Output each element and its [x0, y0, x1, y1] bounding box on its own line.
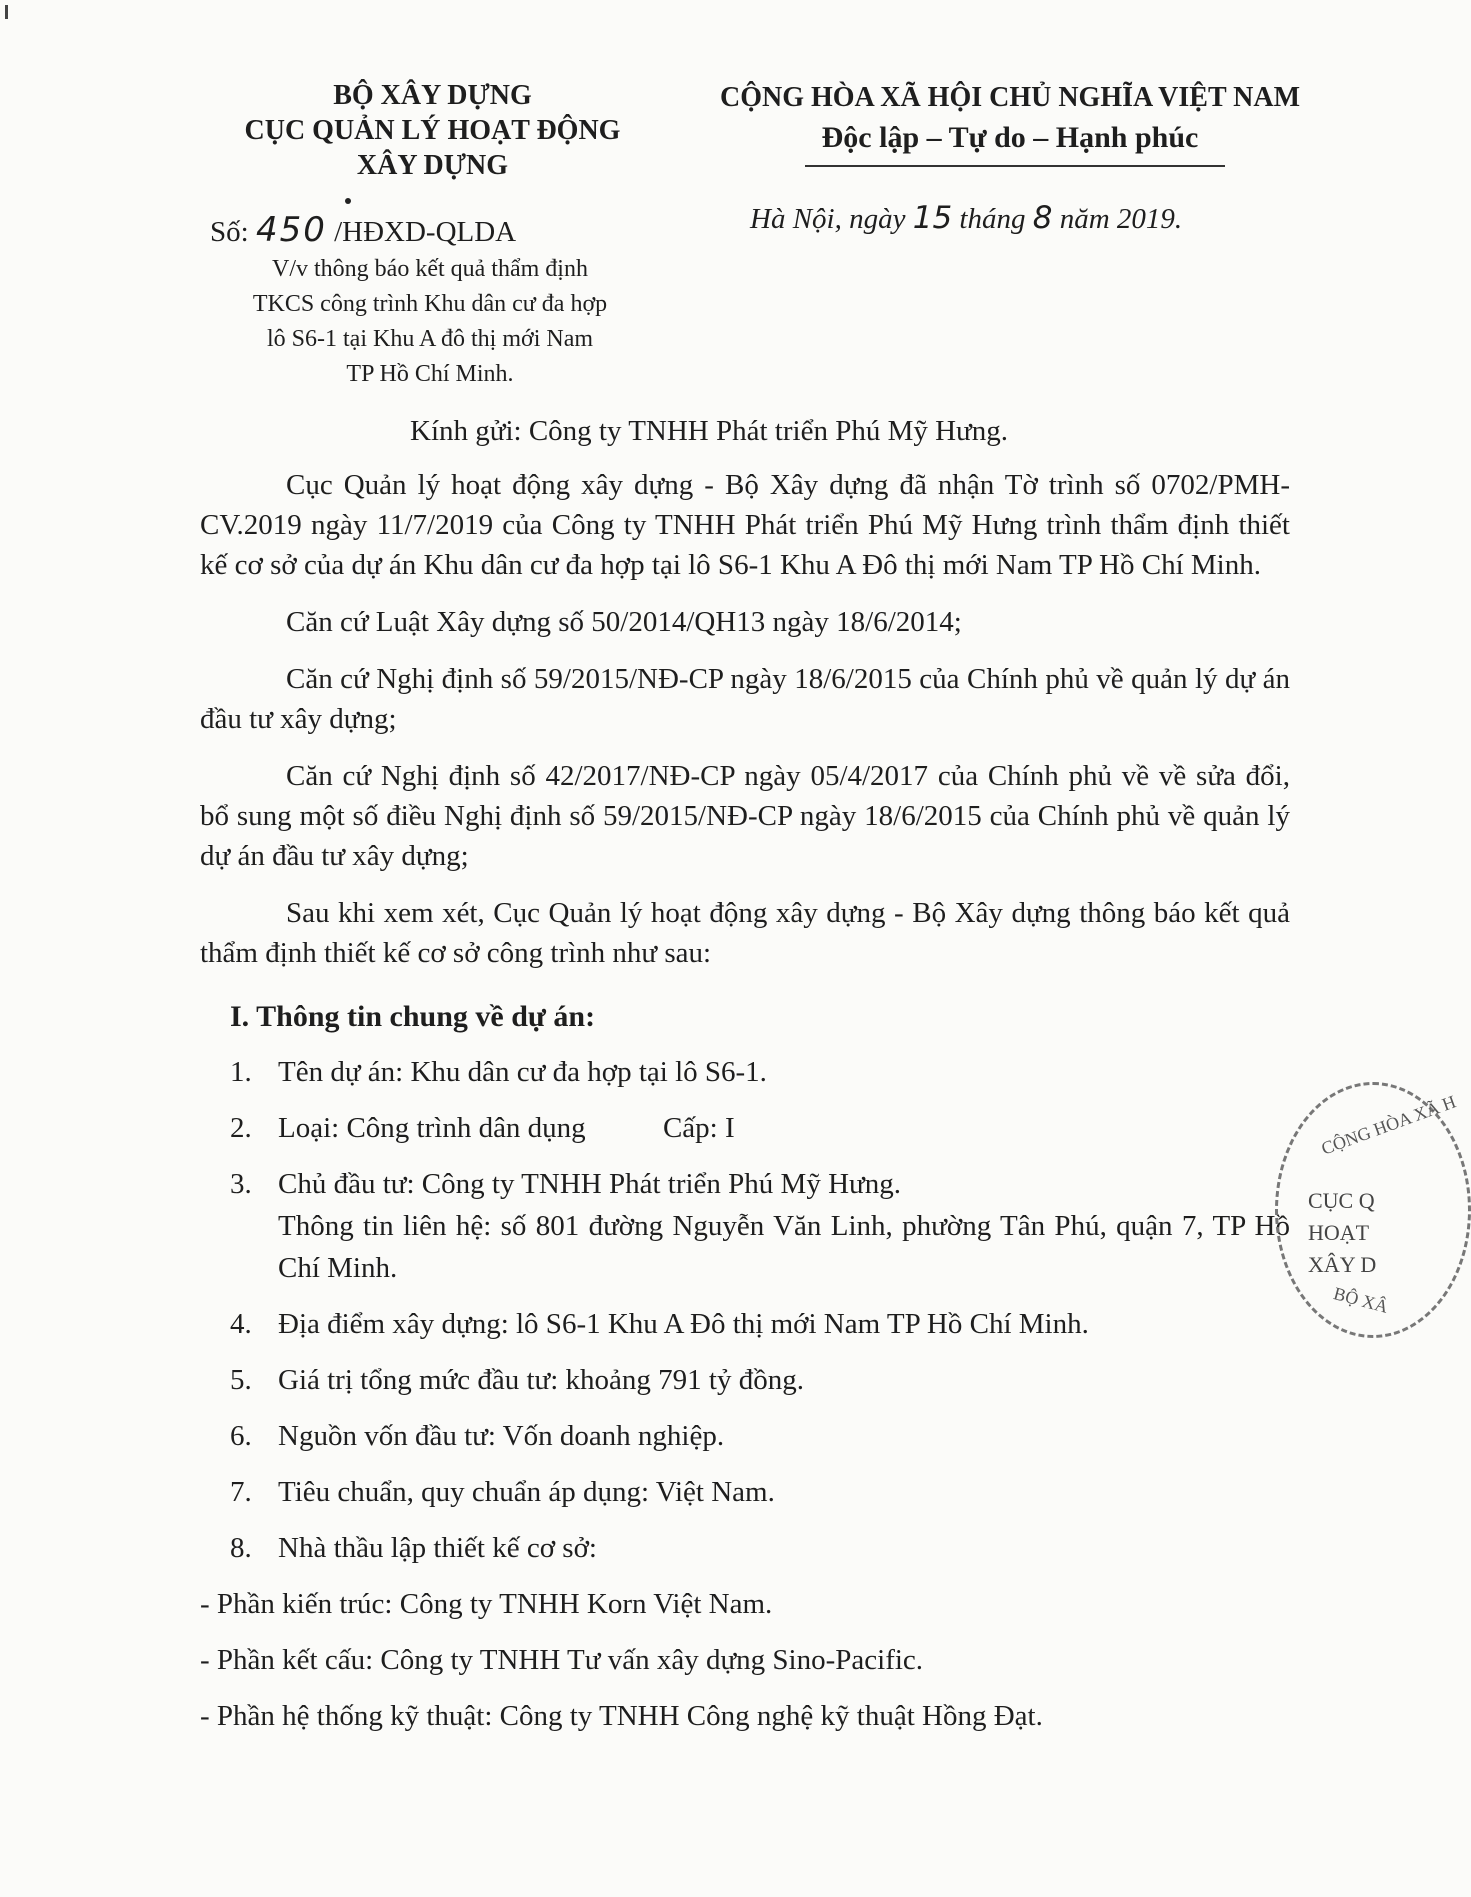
- seal-line: HOẠT: [1308, 1220, 1370, 1245]
- contractor-item: - Phần kiến trúc: Công ty TNHH Korn Việt Nam.: [200, 1588, 773, 1620]
- seal-text-top: CỘNG HÒA XÃ H: [1318, 1091, 1459, 1159]
- item-text: Chủ đầu tư: Công ty TNHH Phát triển Phú Mỹ Hưng.: [278, 1168, 901, 1200]
- date-month: 8: [1032, 200, 1053, 236]
- department-name: CỤC QUẢN LÝ HOẠT ĐỘNG: [244, 115, 621, 146]
- item-text: Nguồn vốn đầu tư: Vốn doanh nghiệp.: [278, 1420, 725, 1452]
- item-number: 8.: [230, 1532, 252, 1564]
- seal-text-bottom: BỘ XÂ: [1331, 1283, 1391, 1317]
- number-handwritten: 450: [255, 210, 327, 250]
- header-dot: [345, 198, 351, 204]
- subject-line-2: TKCS công trình Khu dân cư đa hợp: [252, 291, 608, 317]
- number-suffix: /HĐXD-QLDA: [334, 216, 517, 248]
- item-text: Địa điểm xây dựng: lô S6-1 Khu A Đô thị mới Nam TP Hồ Chí Minh.: [278, 1308, 1089, 1340]
- list-item: [230, 1303, 1290, 1345]
- ministry-name: BỘ XÂY DỰNG: [333, 80, 532, 111]
- item-text: Tên dự án: Khu dân cư đa hợp tại lô S6-1.: [278, 1056, 767, 1088]
- list-item: [230, 1471, 1290, 1513]
- section-general-info: [230, 997, 1290, 1569]
- section-title: I. Thông tin chung về dự án:: [230, 1000, 596, 1033]
- item-number: 2.: [230, 1112, 252, 1144]
- subject-line-4: TP Hồ Chí Minh.: [346, 361, 514, 387]
- item-text: Loại: Công trình dân dụng: [278, 1112, 586, 1144]
- paragraph: Cục Quản lý hoạt động xây dựng - Bộ Xây dựng đã nhận Tờ trình số 0702/PMH-CV.2019 ngày 11/7/2019 của Công ty TNHH Phát triển Phú Mỹ Hưng trình thẩm định thiết kế cơ sở của dự án Khu dân cư đa hợp tại lô S6-1 Khu A Đô thị mới Nam TP Hồ Chí Minh.: [200, 469, 1290, 581]
- seal-line: XÂY D: [1308, 1252, 1377, 1277]
- agency-header: [205, 78, 660, 183]
- item-number: 6.: [230, 1420, 252, 1452]
- subject-line: [205, 252, 655, 392]
- item-text: Giá trị tổng mức đầu tư: khoảng 791 tỷ đồng.: [278, 1364, 804, 1396]
- item-number: 5.: [230, 1364, 252, 1396]
- subject-line-3: lô S6-1 tại Khu A đô thị mới Nam: [266, 326, 594, 352]
- item-grade: Cấp: I: [662, 1112, 735, 1144]
- seal-line: CỤC Q: [1308, 1188, 1375, 1213]
- department-name-cont: XÂY DỰNG: [356, 150, 509, 181]
- national-motto: Độc lập – Tự do – Hạnh phúc: [821, 121, 1199, 154]
- document-date: [750, 200, 1182, 236]
- list-item: [230, 1163, 1290, 1289]
- item-number: 4.: [230, 1308, 252, 1340]
- salutation: Kính gửi: Công ty TNHH Phát triển Phú Mỹ Hưng.: [410, 415, 1009, 447]
- contractor-item: - Phần hệ thống kỹ thuật: Công ty TNHH Công nghệ kỹ thuật Hồng Đạt.: [200, 1700, 1043, 1732]
- date-year: năm 2019.: [1059, 203, 1183, 235]
- paragraph: Căn cứ Nghị định số 42/2017/NĐ-CP ngày 05/4/2017 của Chính phủ về về sửa đổi, bổ sung một số điều Nghị định số 59/2015/NĐ-CP ngày 18/6/2015 của Chính phủ về quản lý dự án đầu tư xây dựng;: [200, 760, 1290, 872]
- item-number: 3.: [230, 1168, 252, 1200]
- motto-underline: [805, 165, 1225, 167]
- national-header: [690, 78, 1330, 158]
- item-contact: Thông tin liên hệ: số 801 đường Nguyễn Văn Linh, phường Tân Phú, quận 7, TP Hồ Chí Minh.: [278, 1210, 1290, 1284]
- document-number: [210, 210, 516, 250]
- seal-text-center: [1308, 1185, 1376, 1281]
- number-prefix: Số:: [210, 216, 249, 248]
- list-item: [230, 1051, 1290, 1093]
- date-day: 15: [912, 200, 953, 236]
- item-text: Tiêu chuẩn, quy chuẩn áp dụng: Việt Nam.: [278, 1476, 775, 1508]
- item-text: Nhà thầu lập thiết kế cơ sở:: [278, 1532, 597, 1564]
- document-body: [200, 465, 1290, 1751]
- list-item: [230, 1359, 1290, 1401]
- item-number: 7.: [230, 1476, 252, 1508]
- date-prefix: Hà Nội, ngày: [750, 203, 906, 235]
- country-name: CỘNG HÒA XÃ HỘI CHỦ NGHĨA VIỆT NAM: [719, 82, 1301, 113]
- scan-mark: [5, 5, 8, 19]
- item-number: 1.: [230, 1056, 252, 1088]
- subject-line-1: V/v thông báo kết quả thẩm định: [272, 256, 588, 282]
- list-item: [230, 1415, 1290, 1457]
- paragraph: Căn cứ Luật Xây dựng số 50/2014/QH13 ngày 18/6/2014;: [286, 606, 962, 638]
- list-item: [230, 1107, 1290, 1149]
- date-month-label: tháng: [959, 203, 1026, 235]
- official-seal: [1275, 1082, 1471, 1338]
- paragraph: Sau khi xem xét, Cục Quản lý hoạt động xây dựng - Bộ Xây dựng thông báo kết quả thẩm định thiết kế cơ sở công trình như sau:: [200, 897, 1290, 969]
- contractor-item: - Phần kết cấu: Công ty TNHH Tư vấn xây dựng Sino-Pacific.: [200, 1644, 924, 1676]
- list-item: [230, 1527, 1290, 1569]
- paragraph: Căn cứ Nghị định số 59/2015/NĐ-CP ngày 18/6/2015 của Chính phủ về quản lý dự án đầu tư xây dựng;: [200, 663, 1290, 735]
